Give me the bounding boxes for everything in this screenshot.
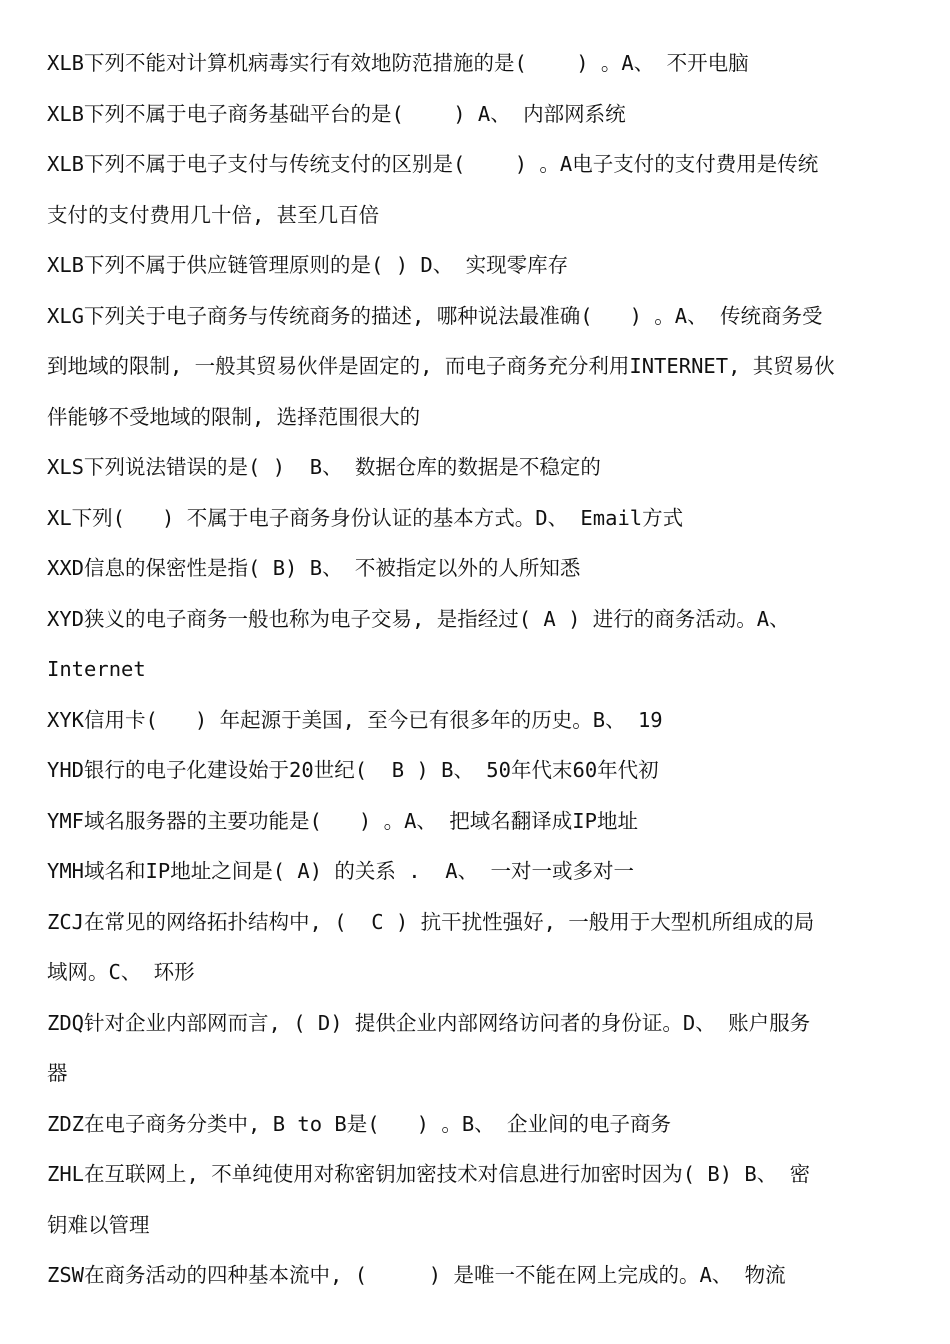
text-line: XLS下列说法错误的是( ) B、 数据仓库的数据是不稳定的: [47, 455, 601, 479]
text-line: YMF域名服务器的主要功能是( ) 。A、 把域名翻译成IP地址: [47, 808, 638, 833]
text-line: 到地域的限制, 一般其贸易伙伴是固定的, 而电子商务充分利用INTERNET, 其贸易伙: [47, 354, 835, 378]
text-line: 域网。C、 环形: [47, 960, 195, 984]
text-line: XYK信用卡( ) 年起源于美国, 至今已有很多年的历史。B、 19: [47, 707, 663, 732]
text-line: Internet: [47, 657, 146, 681]
text-line: ZSW在商务活动的四种基本流中, ( ) 是唯一不能在网上完成的。A、 物流: [47, 1263, 786, 1287]
text-line: XLB下列不属于供应链管理原则的是( ) D、 实现零库存: [47, 253, 569, 277]
text-line: YHD银行的电子化建设始于20世纪( B ) B、 50年代末60年代初: [47, 758, 659, 782]
text-line: 钥难以管理: [47, 1212, 150, 1237]
text-line: 支付的支付费用几十倍, 甚至几百倍: [47, 202, 380, 227]
text-line: XLB下列不能对计算机病毒实行有效地防范措施的是( ) 。A、 不开电脑: [47, 51, 749, 75]
question-list: [47, 38, 909, 1301]
text-line: XXD信息的保密性是指( B) B、 不被指定以外的人所知悉: [47, 556, 581, 580]
text-line: 伴能够不受地域的限制, 选择范围很大的: [47, 404, 421, 429]
text-line: XLG下列关于电子商务与传统商务的描述, 哪种说法最准确( ) 。A、 传统商务受: [47, 303, 823, 328]
text-line: XYD狭义的电子商务一般也称为电子交易, 是指经过( A ) 进行的商务活动。A、: [47, 606, 790, 631]
text-line: ZHL在互联网上, 不单纯使用对称密钥加密技术对信息进行加密时因为( B) B、 密: [47, 1162, 811, 1186]
text-line: ZDZ在电子商务分类中, B to B是( ) 。B、 企业间的电子商务: [47, 1111, 671, 1136]
text-line: ZCJ在常见的网络拓扑结构中, ( C ) 抗干扰性强好, 一般用于大型机所组成的局: [47, 909, 815, 934]
text-line: XL下列( ) 不属于电子商务身份认证的基本方式。D、 Email方式: [47, 505, 684, 530]
text-line: 器: [47, 1061, 68, 1085]
text-line: XLB下列不属于电子商务基础平台的是( ) A、 内部网系统: [47, 101, 626, 126]
text-line: XLB下列不属于电子支付与传统支付的区别是( ) 。A电子支付的支付费用是传统: [47, 152, 819, 176]
text-line: ZDQ针对企业内部网而言, ( D) 提供企业内部网络访问者的身份证。D、 账户服务: [47, 1010, 811, 1035]
text-line: YMH域名和IP地址之间是( A) 的关系 . A、 一对一或多对一: [47, 859, 634, 883]
